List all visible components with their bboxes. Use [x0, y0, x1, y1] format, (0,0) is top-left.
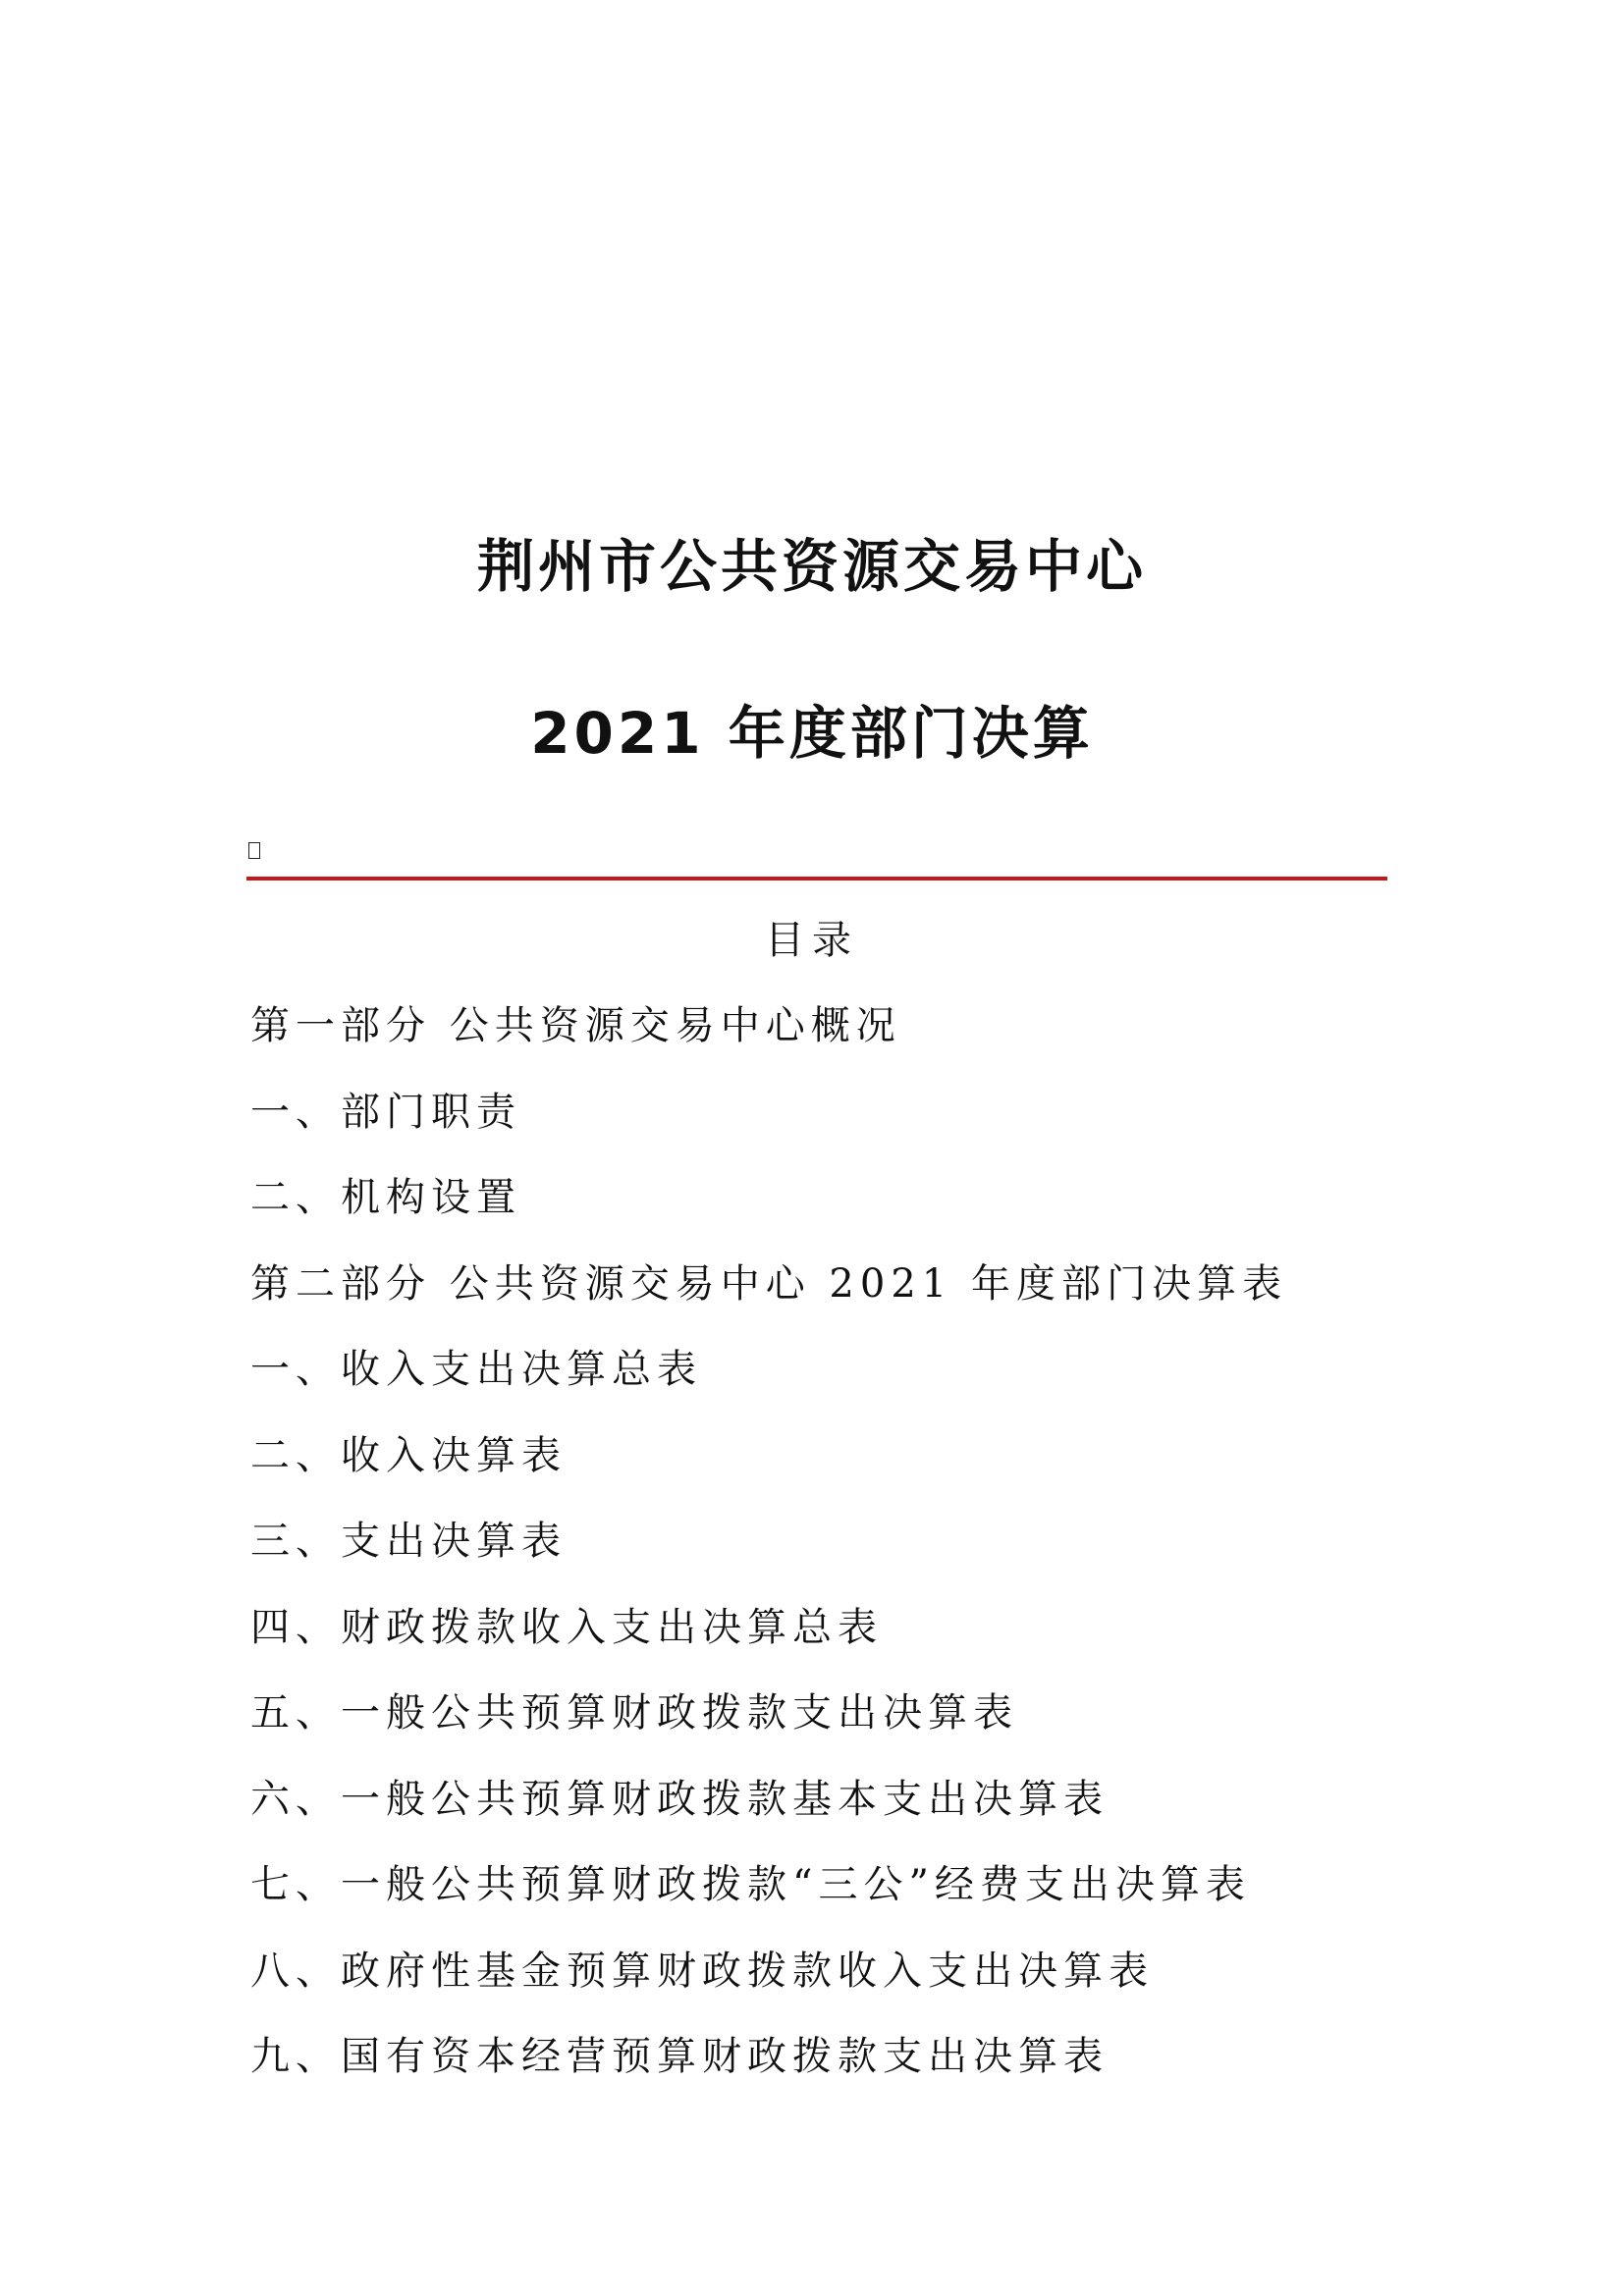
toc-item: 三、支出决算表	[250, 1519, 567, 1564]
toc-heading: 目录	[765, 918, 859, 963]
toc-item: 九、国有资本经营预算财政拨款支出决算表	[250, 2034, 1109, 2079]
toc-item: 一、部门职责	[250, 1089, 521, 1135]
table-of-contents	[250, 1003, 1287, 2123]
toc-item: 六、一般公共预算财政拨款基本支出决算表	[250, 1776, 1109, 1822]
toc-item: 五、一般公共预算财政拨款支出决算表	[250, 1690, 1018, 1735]
toc-item: 二、机构设置	[250, 1175, 521, 1220]
toc-item: 四、财政拨款收入支出决算总表	[250, 1604, 883, 1650]
document-subtitle: 2021 年度部门决算	[530, 700, 1094, 767]
placeholder-box-icon	[248, 842, 260, 859]
toc-item: 第二部分 公共资源交易中心 2021 年度部门决算表	[250, 1260, 1287, 1307]
toc-item: 二、收入决算表	[250, 1432, 567, 1478]
toc-item: 一、收入支出决算总表	[250, 1347, 702, 1392]
toc-item: 七、一般公共预算财政拨款“三公”经费支出决算表	[250, 1862, 1251, 1907]
document-title: 荆州市公共资源交易中心	[476, 533, 1147, 600]
toc-item: 八、政府性基金预算财政拨款收入支出决算表	[250, 1948, 1154, 1994]
toc-item: 第一部分 公共资源交易中心概况	[250, 1003, 901, 1048]
red-divider	[246, 877, 1387, 881]
